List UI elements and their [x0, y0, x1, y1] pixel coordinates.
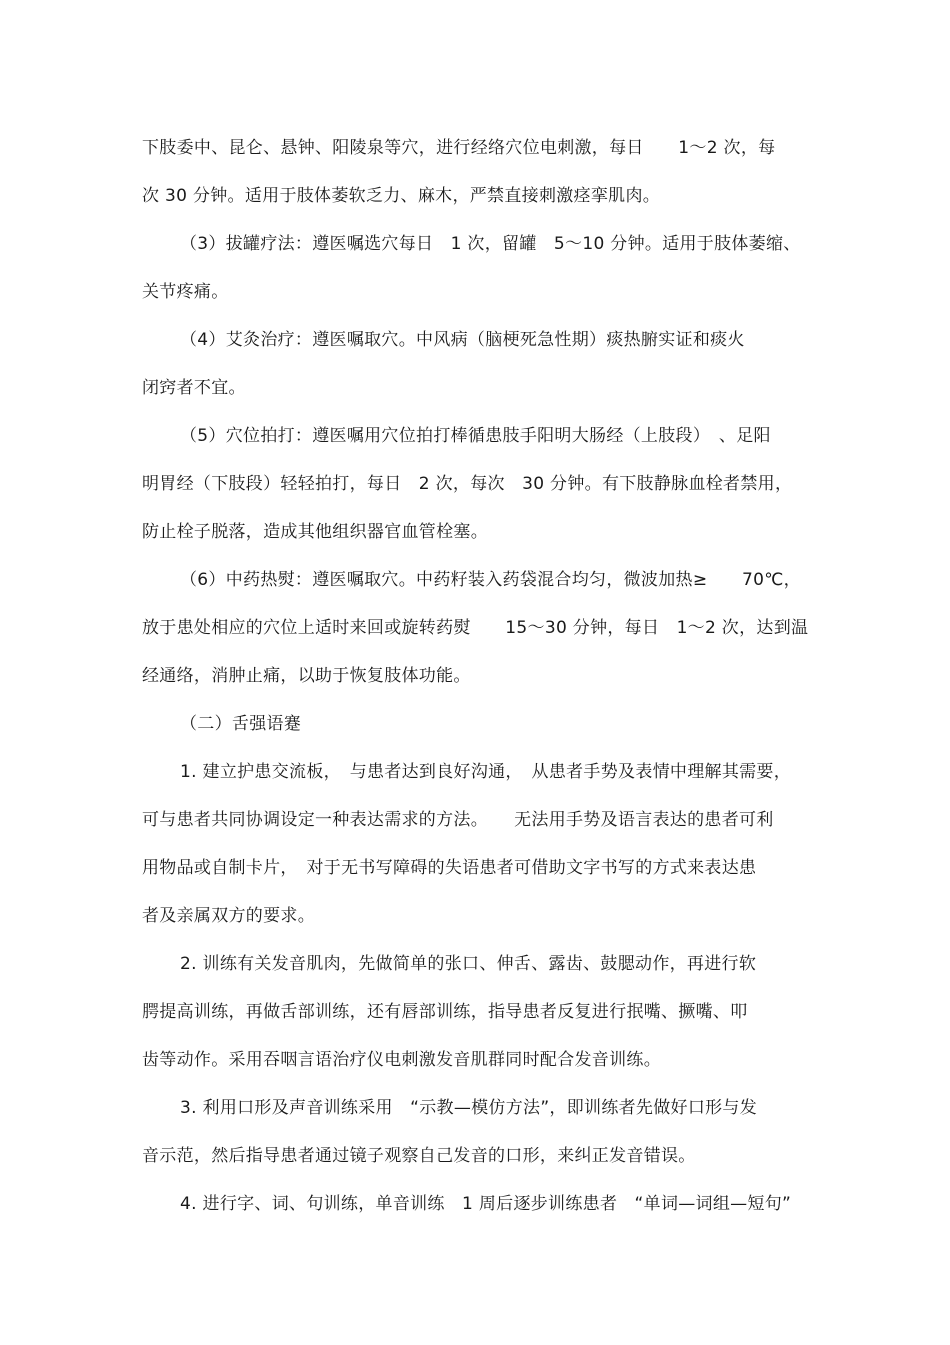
text-line: 用物品或自制卡片， 对于无书写障碍的失语患者可借助文字书写的方式来表达患 — [142, 858, 757, 878]
text-line: 者及亲属双方的要求。 — [142, 906, 315, 926]
text-line: 经通络，消肿止痛，以助于恢复肢体功能。 — [142, 666, 471, 686]
paragraph-start-line: 1. 建立护患交流板， 与患者达到良好沟通， 从患者手势及表情中理解其需要， — [180, 762, 792, 782]
text-line: 关节疼痛。 — [142, 282, 229, 302]
text-line: 明胃经（下肢段）轻轻拍打，每日 2 次，每次 30 分钟。有下肢静脉血栓者禁用， — [142, 474, 793, 494]
text-line: 下肢委中、昆仑、悬钟、阳陵泉等穴，进行经络穴位电刺激，每日 1～2 次，每 — [142, 138, 776, 158]
paragraph-start-line: 2. 训练有关发音肌肉，先做简单的张口、伸舌、露齿、鼓腮动作，再进行软 — [180, 954, 757, 974]
text-line: 放于患处相应的穴位上适时来回或旋转药熨 15～30 分钟，每日 1～2 次，达到温 — [142, 618, 809, 638]
text-line: 闭窍者不宜。 — [142, 378, 246, 398]
text-line: 齿等动作。采用吞咽言语治疗仪电刺激发音肌群同时配合发音训练。 — [142, 1050, 661, 1070]
paragraph-start-line: （3）拔罐疗法：遵医嘱选穴每日 1 次，留罐 5～10 分钟。适用于肢体萎缩、 — [180, 234, 801, 254]
text-line: 防止栓子脱落，造成其他组织器官血管栓塞。 — [142, 522, 488, 542]
paragraph-start-line: 3. 利用口形及声音训练采用 “示教—模仿方法”，即训练者先做好口形与发 — [180, 1098, 758, 1118]
paragraph-start-line: （5）穴位拍打：遵医嘱用穴位拍打棒循患肢手阳明大肠经（上肢段） 、足阳 — [180, 426, 771, 446]
section-heading: （二）舌强语蹇 — [180, 714, 302, 734]
paragraph-start-line: （6）中药热熨：遵医嘱取穴。中药籽装入药袋混合均匀，微波加热≥ 70℃， — [180, 570, 801, 590]
text-line: 次 30 分钟。适用于肢体萎软乏力、麻木，严禁直接刺激痉挛肌肉。 — [142, 186, 661, 206]
text-line: 音示范，然后指导患者通过镜子观察自己发音的口形，来纠正发音错误。 — [142, 1146, 696, 1166]
paragraph-start-line: （4）艾灸治疗：遵医嘱取穴。中风病（脑梗死急性期）痰热腑实证和痰火 — [180, 330, 745, 350]
paragraph-start-line: 4. 进行字、词、句训练，单音训练 1 周后逐步训练患者 “单词—词组—短句” — [180, 1194, 792, 1214]
text-line: 腭提高训练，再做舌部训练，还有唇部训练，指导患者反复进行抿嘴、撅嘴、叩 — [142, 1002, 748, 1022]
text-line: 可与患者共同协调设定一种表达需求的方法。 无法用手势及语言表达的患者可利 — [142, 810, 774, 830]
